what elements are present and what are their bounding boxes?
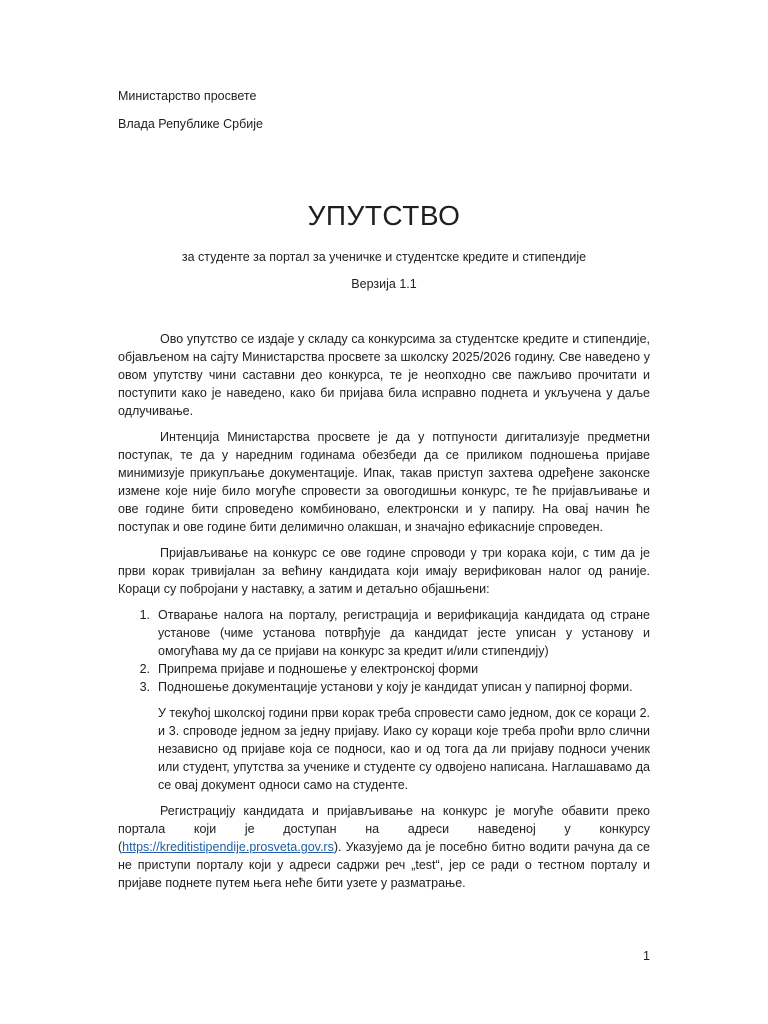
paragraph-registration [118, 802, 650, 892]
page-number: 1 [643, 949, 650, 963]
step-text: Отварање налога на порталу, регистрација и верификација кандидата од стране установе (чиме установа потврђује да кандидат јесте уписан у установу и омогућава му да се пријави на конкурс за кредит и/или стипендију) [158, 608, 650, 658]
registration-text-after: ). Указујемо да је посебно битно водити рачуна да се не приступи порталу који у адреси садржи реч „test“, јер се ради о тестном порталу и пријаве поднете путем њега неће бити узете у разматрање. [118, 840, 650, 890]
paragraph-steps-note: У текућој школској години први корак треба спровести само једном, док се кораци 2. и 3. спроводе једном за једну пријаву. Иако су кораци које треба проћи врло слични независно од пријаве која се подноси, као и од тога да ли пријаву подноси ученик или студент, упутства за ученике и студенте су одвојено написана. Наглашавамо да се овај документ односи само на студенте. [158, 706, 650, 792]
step-text: Подношење документације установи у коју је кандидат уписан у папирној форми. [158, 680, 633, 694]
step-number: 3. [139, 680, 150, 694]
portal-link[interactable]: https://kreditistipendije.prosveta.gov.rs [122, 840, 334, 854]
paragraph-steps-intro: Пријављивање на конкурс се ове године спроводи у три корака који, с тим да је први корак тривијалан за већину кандидата који имају верификован налог од раније. Кораци су побројани у наставку, а затим и детаљно објашњени: [118, 546, 650, 596]
document-subtitle: за студенте за портал за ученичке и студентске кредите и стипендије [181, 250, 587, 264]
document-title: УПУТСТВО [307, 200, 461, 231]
step-number: 1. [139, 608, 150, 622]
list-item [118, 606, 650, 660]
step-number: 2. [139, 662, 150, 676]
list-item [118, 678, 650, 696]
steps-list [118, 606, 650, 696]
registration-text-before: Регистрацију кандидата и пријављивање на конкурс је могуће обавити преко портала који је доступан на адреси наведеној у конкурсу ( [118, 804, 650, 854]
step-text: Припрема пријаве и подношење у електронској форми [158, 662, 479, 676]
list-item [118, 660, 650, 678]
document-version: Верзија 1.1 [351, 277, 417, 291]
paragraph-intro: Ово упутство се издаје у складу са конкурсима за студентске кредите и стипендије, објављеном на сајту Министарства просвете за школску 2025/2026 годину. Све наведено у овом упутству чини саставни део конкурса, те је неопходно све пажљиво прочитати и поступити како је наведено, како би пријава била исправно поднета и укључена у даље одлучивање. [118, 332, 650, 418]
ministry-name: Министарство просвете [118, 89, 257, 103]
paragraph-intention: Интенција Министарства просвете је да у потпуности дигитализује предметни поступак, те да у наредним годинама обезбеди да се приликом подношења пријаве минимизује прикупљање документације. Ипак, такав приступ захтева одређене законске измене које није било могуће спровести за овогодишњи конкурс, те ће пријављивање и ове године бити спроведено комбиновано, електронски и у папиру. На овај начин ће поступак и ове године бити делимично олакшан, и значајно ефикасније спроведен. [118, 430, 650, 534]
government-name: Влада Републике Србије [118, 117, 263, 131]
document-body [118, 330, 650, 900]
